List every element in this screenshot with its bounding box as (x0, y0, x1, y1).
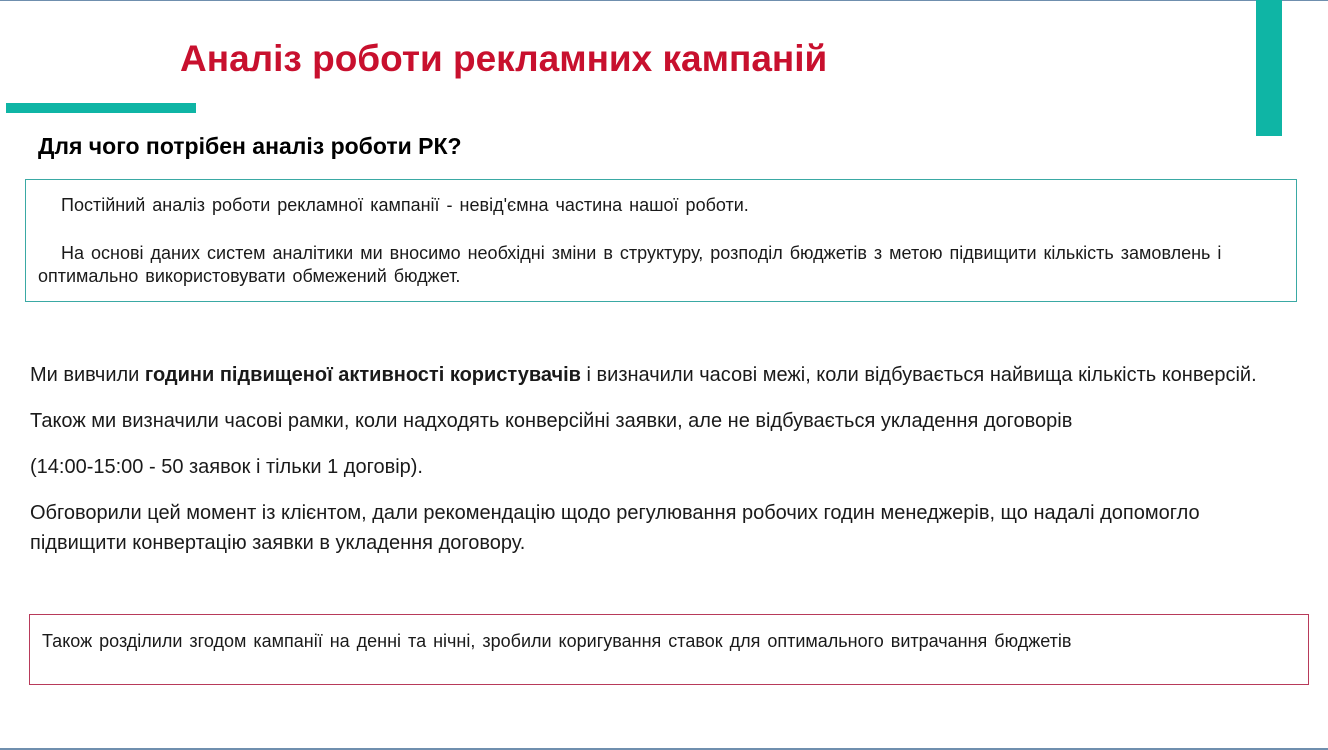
note-box: Також розділили згодом кампанії на денні та нічні, зробили коригування ставок для оптимального витрачання бюджетів (29, 614, 1309, 685)
intro-paragraph-1: Постійний аналіз роботи рекламної кампанії - невід'ємна частина нашої роботи. (61, 195, 749, 215)
accent-bar-left (6, 103, 196, 113)
body-paragraph-2: Також ми визначили часові рамки, коли надходять конверсійні заявки, але не відбувається укладення договорів (30, 410, 1073, 432)
body-p1-after: і визначили часові межі, коли відбувається найвища кількість конверсій. (580, 364, 1257, 386)
body-p1-before: Ми вивчили (30, 364, 145, 386)
accent-bar-right (1256, 0, 1282, 136)
body-paragraph-4: Обговорили цей момент із клієнтом, дали рекомендацію щодо регулювання робочих годин менеджерів, що надалі допомогло підвищити конвертацію заявки в укладення договору. (30, 502, 1200, 554)
section-subtitle: Для чого потрібен аналіз роботи РК? (38, 133, 462, 159)
top-border-line (0, 0, 1328, 1)
body-p1-bold: години підвищеної активності користувачів (144, 364, 581, 386)
body-paragraph-1 (30, 360, 1270, 390)
body-paragraph-3: (14:00-15:00 - 50 заявок і тільки 1 договір). (30, 456, 423, 478)
intro-paragraph-2: На основі даних систем аналітики ми вносимо необхідні зміни в структуру, розподіл бюджетів з метою підвищити кількість замовлень і оптимально використовувати обмежений бюджет. (38, 243, 1222, 286)
page-title: Аналіз роботи рекламних кампаній (180, 38, 828, 79)
intro-box (25, 179, 1297, 302)
body-text (30, 360, 1270, 574)
